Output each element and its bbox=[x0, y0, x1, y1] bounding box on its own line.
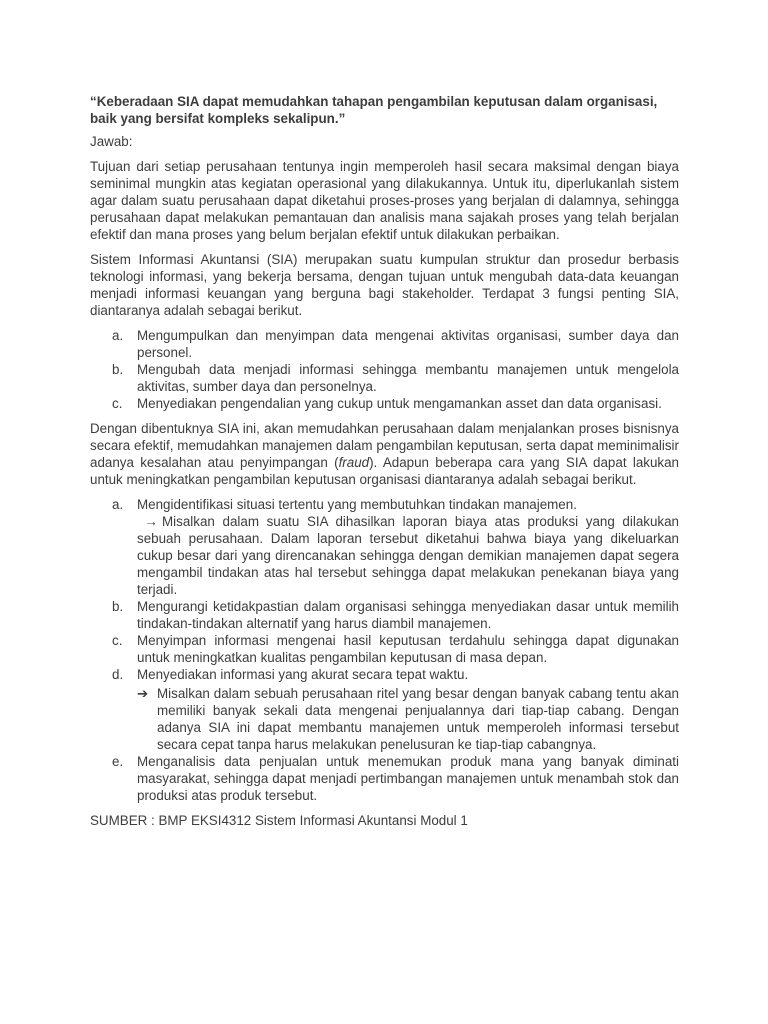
list-item-text: Mengidentifikasi situasi tertentu yang membutuhkan tindakan manajemen. bbox=[137, 497, 577, 512]
list-marker: a. bbox=[112, 497, 124, 512]
example-text: Misalkan dalam suatu SIA dihasilkan laporan biaya atas produksi yang dilakukan sebuah perusahaan. Dalam laporan tersebut diketahui bahwa biaya yang dikeluarkan cukup besar dari yang direncanakan sehingga dengan demikian manajemen dapat segera mengambil tindakan atas hal tersebut sehingga dapat melakukan penekanan biaya yang terjadi. bbox=[137, 514, 679, 597]
function-list bbox=[90, 327, 679, 412]
list-item-text: Mengurangi ketidakpastian dalam organisasi sehingga menyediakan dasar untuk memilih tindakan-tindakan alternatif yang harus diambil manajemen. bbox=[137, 599, 679, 631]
paragraph-2: Sistem Informasi Akuntansi (SIA) merupakan suatu kumpulan struktur dan prosedur berbasis teknologi informasi, yang bekerja bersama, dengan tujuan untuk mengubah data-data keuangan menjadi informasi keuangan yang berguna bagi stakeholder. Terdapat 3 fungsi penting SIA, diantaranya adalah sebagai berikut. bbox=[90, 252, 679, 318]
example-note bbox=[137, 513, 679, 598]
list-item bbox=[90, 395, 679, 412]
list-marker: b. bbox=[112, 599, 124, 614]
list-item bbox=[90, 496, 679, 598]
list-item-text: Menyediakan informasi yang akurat secara tepat waktu. bbox=[137, 667, 469, 682]
source-citation: SUMBER : BMP EKSI4312 Sistem Informasi Akuntansi Modul 1 bbox=[90, 813, 468, 828]
answer-label: Jawab: bbox=[90, 134, 133, 149]
paragraph-1: Tujuan dari setiap perusahaan tentunya ingin memperoleh hasil secara maksimal dengan biaya seminimal mungkin atas kegiatan operasional yang dilakukannya. Untuk itu, diperlukanlah sistem agar dalam suatu perusahaan dapat diketahui proses-proses yang berjalan di dalamnya, sehingga perusahaan dapat melakukan pemantauan dan analisis mana sajakah proses yang telah berjalan efektif dan mana proses yang belum berjalan efektif untuk dilakukan perbaikan. bbox=[90, 159, 679, 242]
fraud-term: fraud bbox=[338, 455, 370, 470]
list-item-text: Menyediakan pengendalian yang cukup untuk mengamankan asset dan data organisasi. bbox=[137, 396, 662, 411]
document-title: “Keberadaan SIA dapat memudahkan tahapan pengambilan keputusan dalam organisasi, baik yang bersifat kompleks sekalipun.” bbox=[90, 94, 658, 126]
list-marker: e. bbox=[112, 754, 124, 769]
paragraph-3-text-a: Dengan dibentuknya SIA ini, akan memudahkan perusahaan dalam menjalankan proses bisnisnya secara efektif, memudahkan manajemen dalam pengambilan keputusan, serta dapat meminimalisir adanya kesalahan atau penyimpangan ( bbox=[90, 421, 679, 470]
list-item bbox=[90, 753, 679, 804]
list-marker: b. bbox=[112, 362, 124, 377]
decision-list bbox=[90, 496, 679, 804]
list-item bbox=[90, 666, 679, 753]
list-item bbox=[90, 361, 679, 395]
list-item bbox=[90, 598, 679, 632]
list-item bbox=[90, 327, 679, 361]
right-arrow-icon: → bbox=[144, 514, 159, 529]
list-item-text: Menyimpan informasi mengenai hasil keputusan terdahulu sehingga dapat digunakan untuk meningkatkan kualitas pengambilan keputusan di masa depan. bbox=[137, 633, 679, 665]
paragraph-3-text-b: ). Adapun beberapa cara yang SIA dapat lakukan untuk meningkatkan pengambilan keputusan organisasi diantaranya adalah sebagai berikut. bbox=[90, 455, 679, 487]
example-text: Misalkan dalam sebuah perusahaan ritel yang besar dengan banyak cabang tentu akan memiliki banyak sekali data mengenai penjualannya dari tiap-tiap cabang. Dengan adanya SIA ini dapat membantu manajemen untuk memperoleh informasi tersebut secara cepat tanpa harus melakukan penelusuran ke tiap-tiap cabangnya. bbox=[157, 686, 679, 752]
paragraph-3 bbox=[90, 420, 679, 488]
list-item-text: Mengumpulkan dan menyimpan data mengenai aktivitas organisasi, sumber daya dan personel. bbox=[137, 328, 679, 360]
list-marker: c. bbox=[112, 633, 123, 648]
list-item bbox=[90, 632, 679, 666]
example-note bbox=[137, 685, 679, 753]
list-marker: c. bbox=[112, 396, 123, 411]
list-item-text: Menganalisis data penjualan untuk menemukan produk mana yang banyak diminati masyarakat, sehingga dapat menjadi pertimbangan manajemen untuk menambah stok dan produksi atas produk tersebut. bbox=[137, 754, 679, 803]
list-item-text: Mengubah data menjadi informasi sehingga membantu manajemen untuk mengelola aktivitas, sumber daya dan personelnya. bbox=[137, 362, 679, 394]
list-marker: a. bbox=[112, 328, 124, 343]
right-arrow-icon: ➔ bbox=[137, 686, 149, 701]
document-page bbox=[90, 93, 679, 842]
list-marker: d. bbox=[112, 667, 124, 682]
